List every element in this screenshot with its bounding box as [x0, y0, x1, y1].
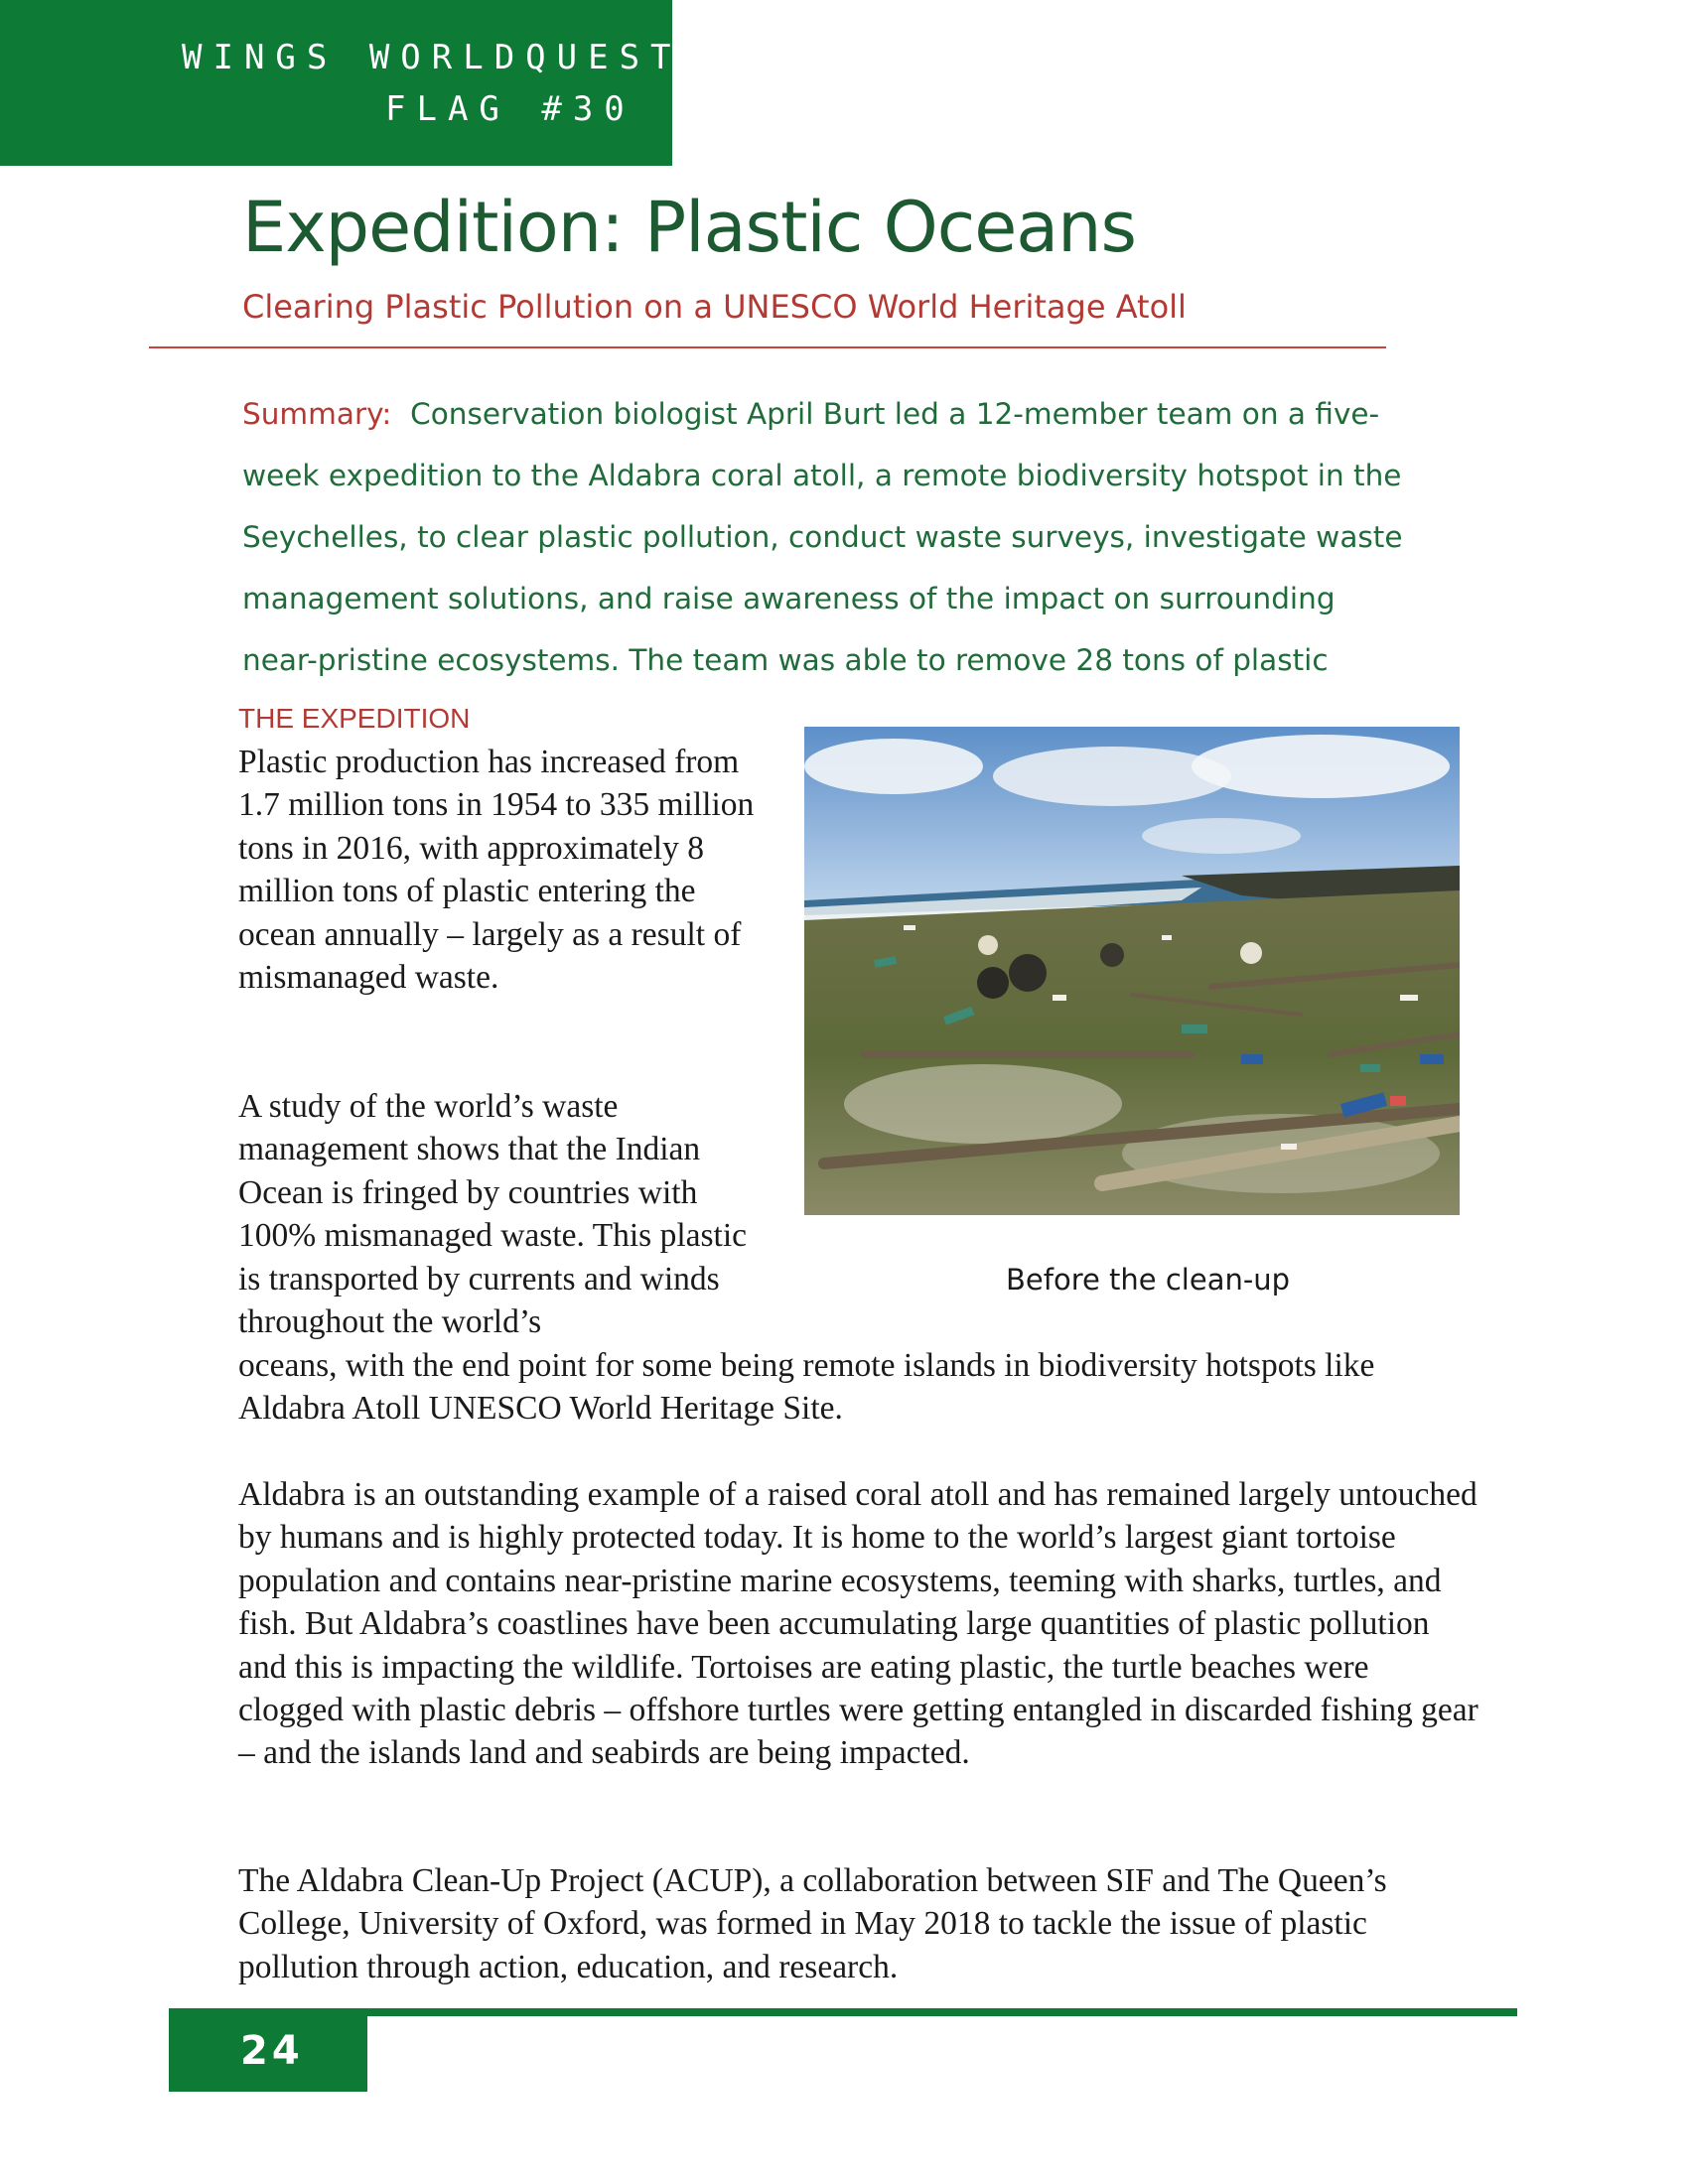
page-number: 24 — [240, 2028, 304, 2074]
section-heading: THE EXPEDITION — [238, 703, 471, 734]
footer-divider — [169, 2008, 1517, 2016]
summary-text: Conservation biologist April Burt led a 12-member team on a five-week expedition to the Aldabra coral atoll, a remote biodiversity hotspot in the Seychelles, to clear plastic pollution, conduct waste surveys, investigate waste management solutions, and raise awareness of the impact on surrounding near-pristine ecosystems. The team was able to remove 28 tons of plastic — [242, 397, 1403, 677]
header-banner — [0, 0, 682, 166]
summary-paragraph — [242, 383, 1414, 691]
page-subtitle: Clearing Plastic Pollution on a UNESCO World Heritage Atoll — [242, 288, 1187, 326]
paragraph-production: Plastic production has increased from 1.7 million tons in 1954 to 335 million tons in 2016, with approximately 8 million tons of plastic entering the ocean annually – largely as a result of mismanaged waste. — [238, 744, 755, 997]
beach-plastic-photo — [804, 727, 1460, 1215]
summary-label: Summary: — [242, 397, 392, 431]
paragraph-acup: The Aldabra Clean-Up Project (ACUP), a collaboration between SIF and The Queen’s College, University of Oxford, was formed in May 2018 to tackle the issue of plastic pollution through action, education, and research. — [238, 1862, 1387, 1985]
header-org-name: WINGS WORLDQUEST — [182, 38, 682, 77]
title-divider — [149, 346, 1386, 348]
header-flag-number: FLAG #30 — [385, 89, 635, 129]
paragraph-waste-study-continued: oceans, with the end point for some being remote islands in biodiversity hotspots like Aldabra Atoll UNESCO World Heritage Site. — [238, 1347, 1375, 1428]
photo-caption: Before the clean-up — [1006, 1263, 1291, 1297]
page-title: Expedition: Plastic Oceans — [242, 187, 1136, 268]
beach-plastic-illustration — [804, 727, 1460, 1215]
paragraph-waste-study: A study of the world’s waste management shows that the Indian Ocean is fringed by countries with 100% mismanaged waste. This plastic is transported by currents and winds throughout the world’s — [238, 1088, 748, 1341]
page-number-badge — [169, 2008, 367, 2092]
paragraph-aldabra: Aldabra is an outstanding example of a raised coral atoll and has remained largely untouched by humans and is highly protected today. It is home to the world’s largest giant tortoise population and contains near-pristine marine ecosystems, teeming with sharks, turtles, and fish. But Aldabra’s coastlines have been accumulating large quantities of plastic pollution and this is impacting the wildlife. Tortoises are eating plastic, the turtle beaches were clogged with plastic debris – offshore turtles were getting entangled in discarded fishing gear – and the islands land and seabirds are being impacted. — [238, 1476, 1478, 1772]
